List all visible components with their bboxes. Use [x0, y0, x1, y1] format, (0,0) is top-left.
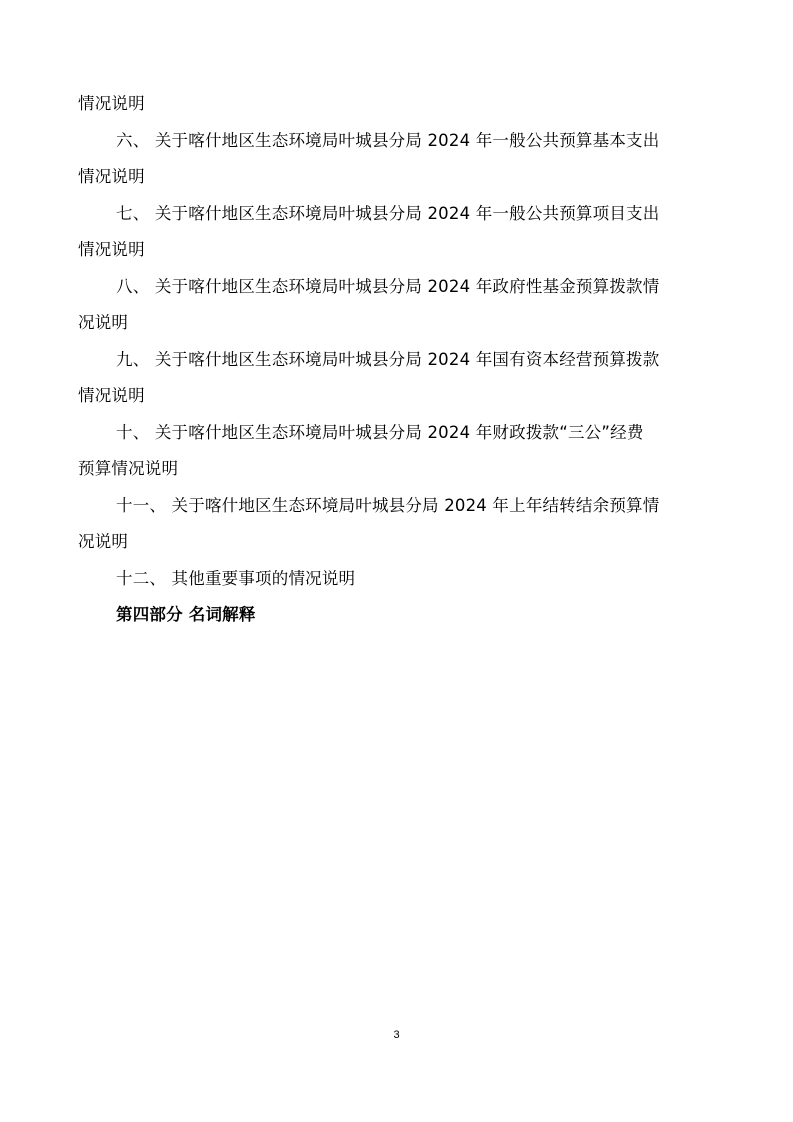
- page-number: 3: [393, 1029, 400, 1041]
- toc-line-continuation: 情况说明: [78, 94, 145, 113]
- toc-content: [78, 86, 714, 634]
- toc-line-continuation: 情况说明: [78, 240, 145, 259]
- toc-item-7: 七、 关于喀什地区生态环境局叶城县分局 2024 年一般公共预算项目支出: [116, 203, 660, 223]
- toc-line-continuation: 情况说明: [78, 167, 145, 186]
- toc-line-continuation: 预算情况说明: [78, 459, 179, 478]
- toc-item-12: 十二、 其他重要事项的情况说明: [116, 568, 356, 588]
- toc-item-9: 九、 关于喀什地区生态环境局叶城县分局 2024 年国有资本经营预算拨款: [116, 349, 660, 369]
- section-heading: 第四部分 名词解释: [116, 605, 256, 624]
- toc-item-10: 十、 关于喀什地区生态环境局叶城县分局 2024 年财政拨款“三公”经费: [116, 422, 644, 442]
- toc-item-8: 八、 关于喀什地区生态环境局叶城县分局 2024 年政府性基金预算拨款情: [116, 276, 660, 296]
- toc-line-continuation: 情况说明: [78, 386, 145, 405]
- toc-item-11: 十一、 关于喀什地区生态环境局叶城县分局 2024 年上年结转结余预算情: [116, 495, 660, 515]
- toc-line-continuation: 况说明: [78, 532, 129, 551]
- toc-line-continuation: 况说明: [78, 313, 129, 332]
- toc-item-6: 六、 关于喀什地区生态环境局叶城县分局 2024 年一般公共预算基本支出: [116, 130, 660, 150]
